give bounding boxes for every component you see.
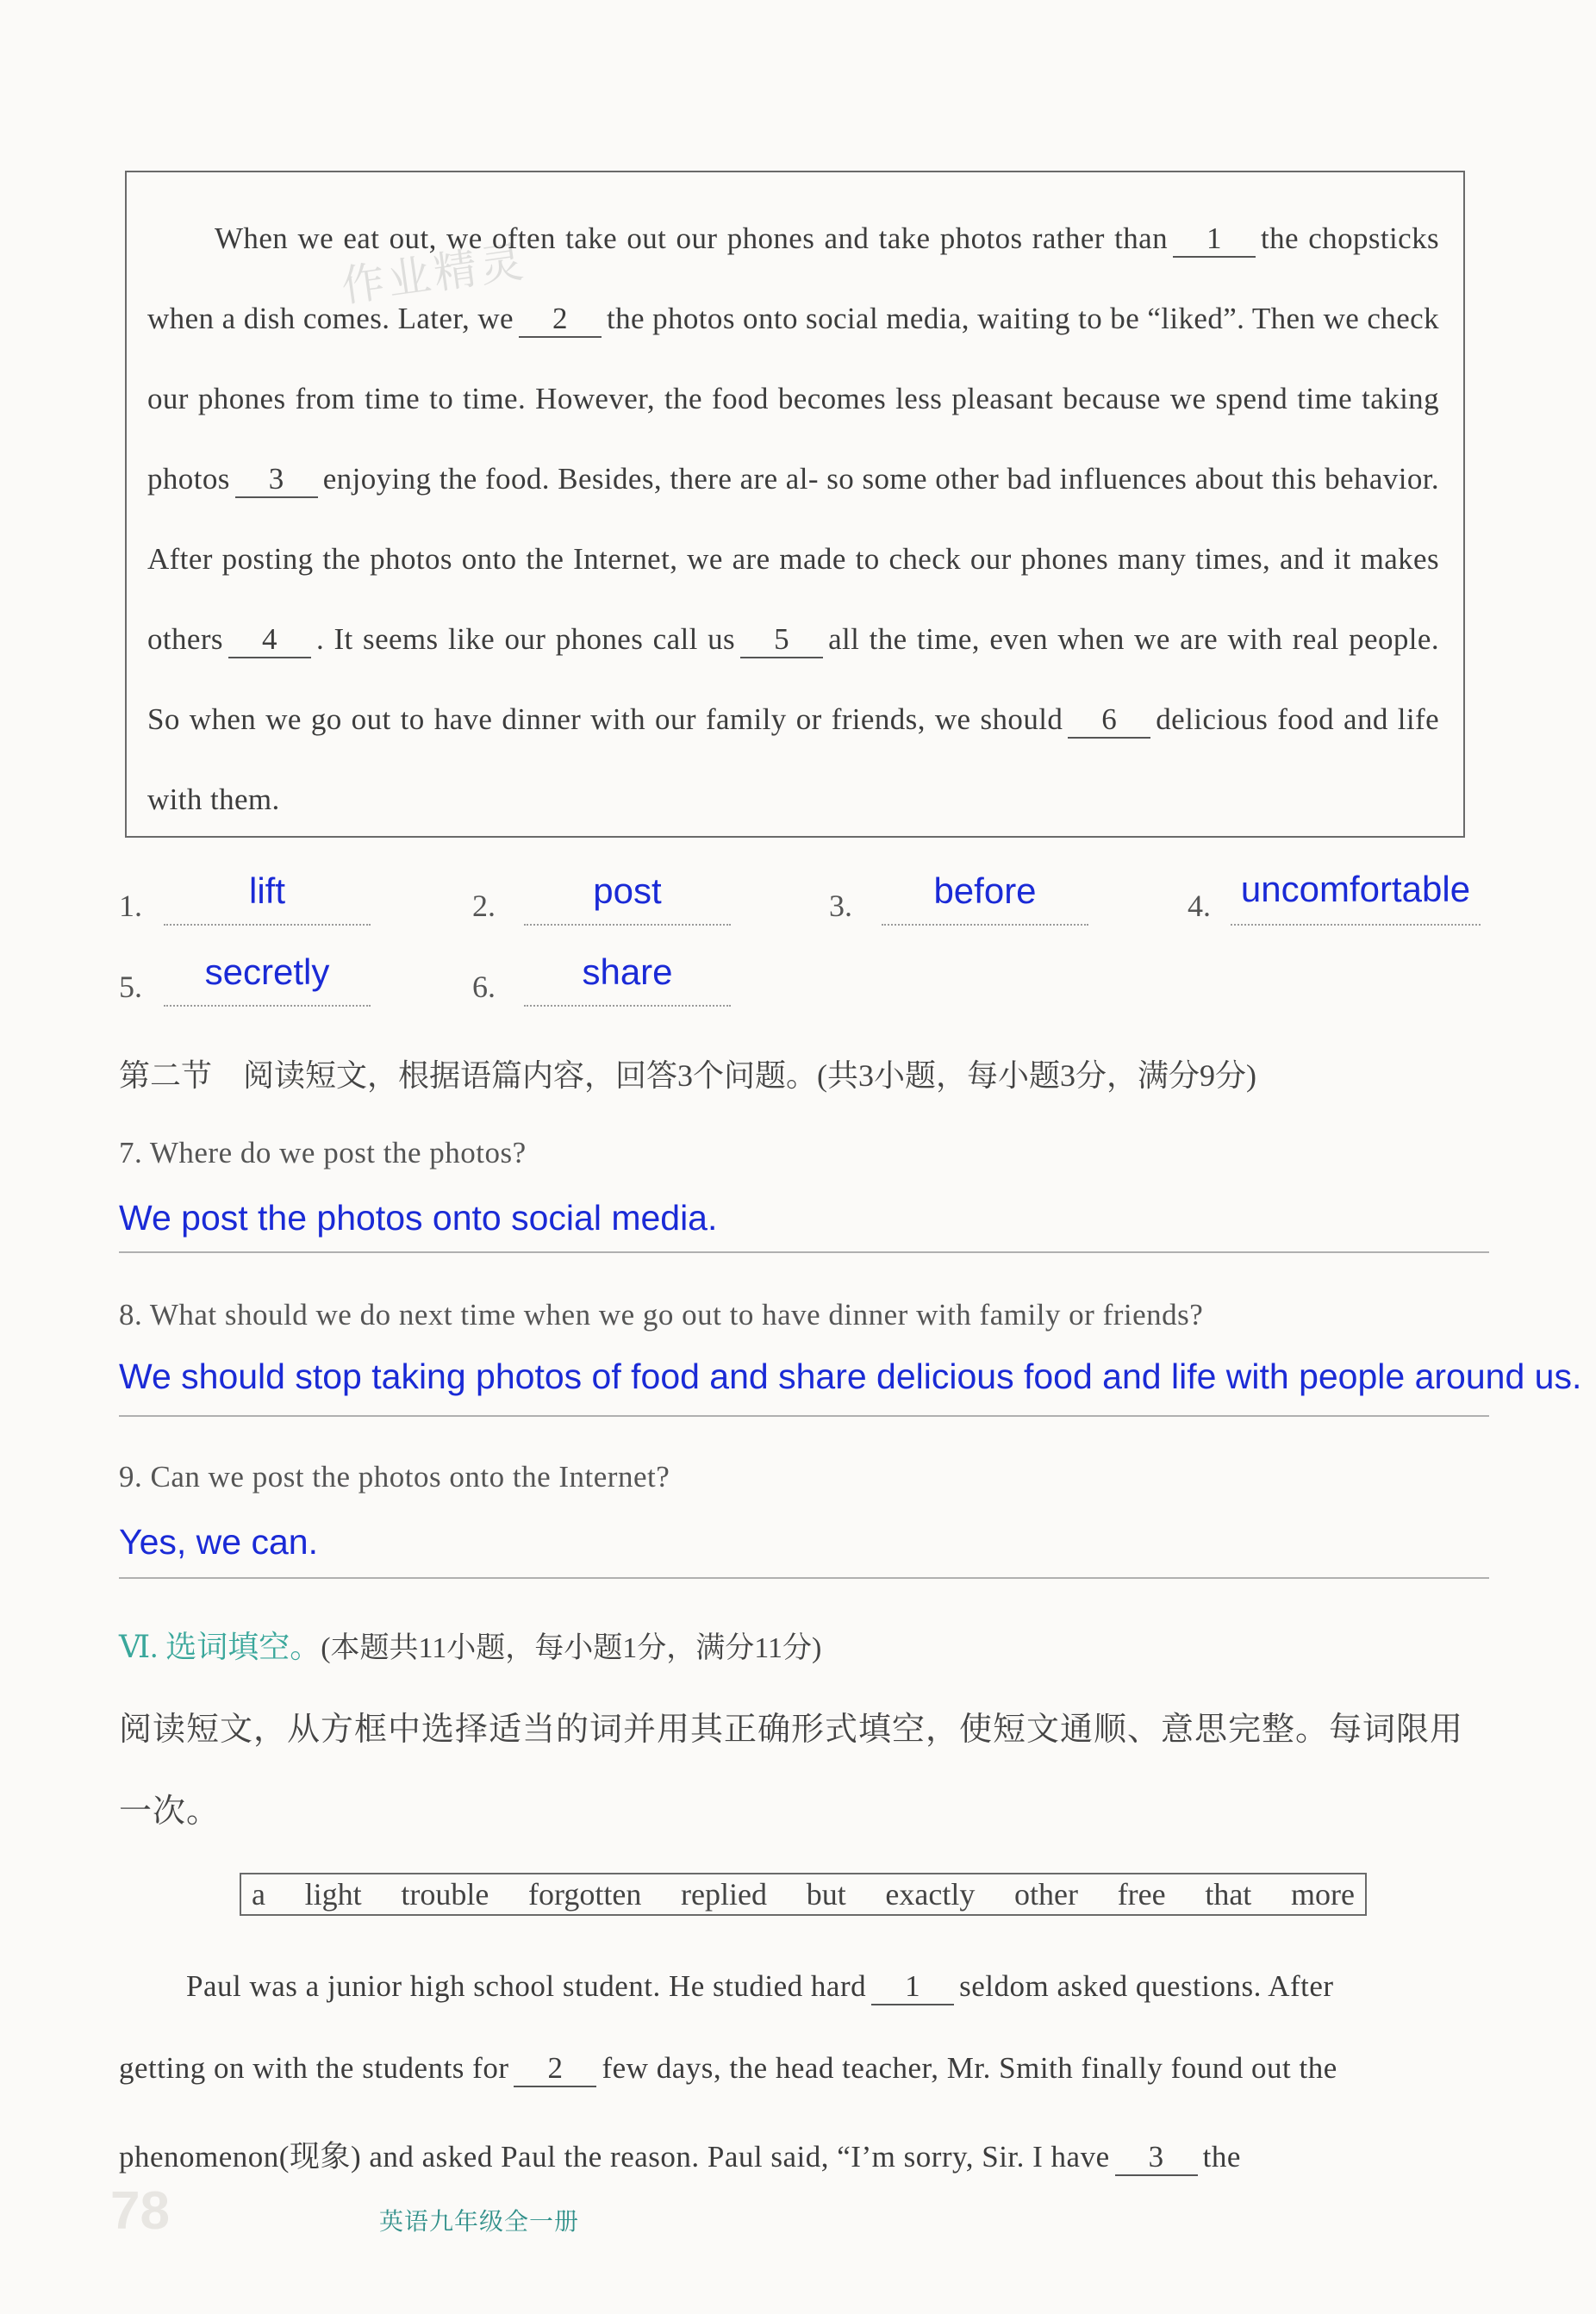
answer-line-5: [164, 1005, 371, 1007]
blank-1: 1: [1173, 221, 1256, 258]
answer-number-1: 1.: [119, 889, 142, 923]
question-7: 7. Where do we post the photos?: [119, 1136, 527, 1169]
word-item: exactly: [885, 1877, 976, 1912]
rule-7: [119, 1251, 1489, 1253]
word-item: forgotten: [528, 1877, 642, 1912]
answer-6: share: [582, 951, 673, 992]
question-8: 8. What should we do next time when we go out to have dinner with family or friends?: [119, 1298, 1204, 1332]
answer-3: before: [933, 870, 1037, 911]
page-number: 78: [110, 2181, 170, 2241]
part6-instruction-1: 阅读短文，从方框中选择适当的词并用其正确形式填空，使短文通顺、意思完整。每词限用: [119, 1712, 1464, 1748]
answer-4: uncomfortable: [1240, 869, 1471, 909]
answer-1: lift: [249, 870, 285, 911]
word-item: other: [1014, 1877, 1078, 1912]
question-9: 9. Can we post the photos onto the Internet?: [119, 1460, 670, 1494]
word-item: free: [1117, 1877, 1166, 1912]
watermark: 作业精灵: [338, 236, 530, 312]
passage-text: When we eat out, we often take out our phones and take photos rather than 1 the chopsticks when a dish comes. Later, we 2 the photos onto social media, waiting to be “liked”. Then we check our phones from time to time. However, the food becomes less pleasant because we spend time taking photos 3 enjoying the food. Besides, there are al- so some other bad influences about this behavior. After posting the photos onto the Internet, we are made to check our phones many times, and it makes others 4 . It seems like our phones call us 5 all the time, even when we are with real people. So when we go out to have dinner with our family or friends, we should 6 delicious food and life with them.: [147, 221, 1440, 816]
answer-line-2: [524, 924, 731, 926]
passage2-line-3: phenomenon(现象) and asked Paul the reason. Paul said, “I’m sorry, Sir. I have 3 the: [119, 2133, 1489, 2176]
blank-3: 3: [235, 462, 318, 498]
answer-8: We should stop taking photos of food and share delicious food and life with people around us.: [119, 1357, 1582, 1396]
section2-heading: 第二节 阅读短文，根据语篇内容，回答3个问题。(共3小题，每小题3分，满分9分): [119, 1058, 1256, 1093]
word-item: light: [304, 1877, 362, 1912]
passage2-blank-3: 3: [1115, 2140, 1198, 2176]
word-item: more: [1290, 1877, 1355, 1912]
passage2-line-2: getting on with the students for 2 few days, the head teacher, Mr. Smith finally found out the: [119, 2051, 1489, 2087]
part6-title: Ⅵ. 选词填空。(本题共11小题，每小题1分，满分11分): [119, 1630, 822, 1664]
blank-6: 6: [1068, 702, 1150, 739]
answer-line-1: [164, 924, 371, 926]
answer-number-3: 3.: [829, 889, 852, 923]
answer-number-2: 2.: [472, 889, 496, 923]
book-title: 英语九年级全一册: [379, 2208, 580, 2235]
passage2-line-1: Paul was a junior high school student. He studied hard 1 seldom asked questions. After: [119, 1969, 1489, 2005]
answer-9: Yes, we can.: [119, 1522, 318, 1562]
part6-score: (本题共11小题，每小题1分，满分11分): [321, 1632, 822, 1664]
blank-4: 4: [228, 622, 311, 658]
answer-line-3: [882, 924, 1088, 926]
word-item: that: [1205, 1877, 1252, 1912]
word-item: a: [252, 1877, 265, 1912]
answer-2: post: [593, 870, 662, 911]
part6-instruction-2: 一次。: [119, 1793, 221, 1830]
answer-7: We post the photos onto social media.: [119, 1198, 718, 1238]
answer-line-6: [524, 1005, 731, 1007]
blank-2: 2: [519, 302, 602, 338]
answer-number-4: 4.: [1188, 889, 1211, 923]
word-item: but: [806, 1877, 846, 1912]
rule-9: [119, 1577, 1489, 1579]
word-box: [240, 1873, 1367, 1916]
answer-5: secretly: [204, 951, 330, 992]
rule-8: [119, 1415, 1489, 1417]
word-item: trouble: [401, 1877, 489, 1912]
passage2-blank-2: 2: [514, 2051, 596, 2087]
answer-number-5: 5.: [119, 970, 142, 1004]
answer-line-4: [1231, 924, 1481, 926]
passage-box: [125, 171, 1465, 838]
word-item: replied: [681, 1877, 767, 1912]
blank-5: 5: [740, 622, 823, 658]
answer-number-6: 6.: [472, 970, 496, 1004]
passage2-blank-1: 1: [871, 1969, 954, 2005]
